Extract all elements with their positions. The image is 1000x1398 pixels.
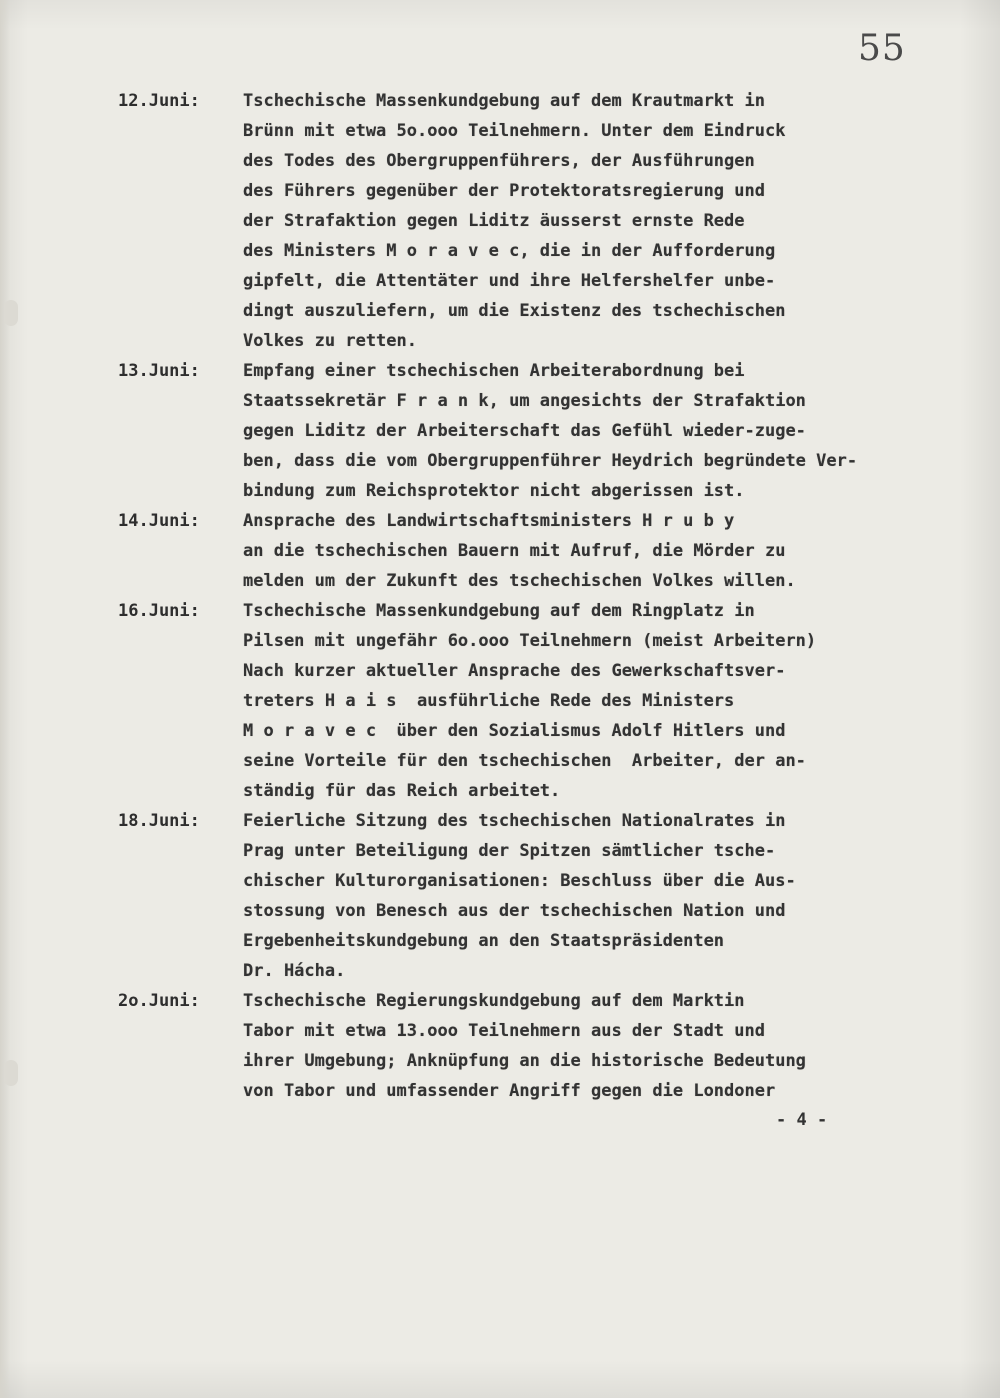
entry-text — [243, 506, 1000, 596]
text-line: Tschechische Massenkundgebung auf dem Krautmarkt in — [243, 91, 765, 111]
text-line: Pilsen mit ungefähr 6o.ooo Teilnehmern (meist Arbeitern) — [243, 631, 817, 651]
text-line: gegen Liditz der Arbeiterschaft das Gefühl wieder-zuge- — [243, 421, 806, 441]
entry-date: 2o.Juni: — [118, 991, 200, 1011]
entry-date: 13.Juni: — [118, 361, 200, 381]
folio-number: 55 — [858, 28, 906, 69]
entry-date: 18.Juni: — [118, 811, 200, 831]
text-line: Tabor mit etwa 13.ooo Teilnehmern aus der Stadt und — [243, 1021, 765, 1041]
text-line: Empfang einer tschechischen Arbeiterabordnung bei — [243, 361, 745, 381]
text-line: Feierliche Sitzung des tschechischen Nationalrates in — [243, 811, 786, 831]
entry-text — [243, 986, 1000, 1106]
text-line: des Todes des Obergruppenführers, der Ausführungen — [243, 151, 755, 171]
text-line: dingt auszuliefern, um die Existenz des tschechischen — [243, 301, 786, 321]
text-line: Ansprache des Landwirtschaftsministers H r u b y — [243, 511, 735, 531]
text-line: seine Vorteile für den tschechischen Arbeiter, der an- — [243, 751, 806, 771]
text-line: an die tschechischen Bauern mit Aufruf, die Mörder zu — [243, 541, 786, 561]
text-line: Staatssekretär F r a n k, um angesichts der Strafaktion — [243, 391, 806, 411]
text-line: gipfelt, die Attentäter und ihre Helfershelfer unbe- — [243, 271, 776, 291]
entry-18-juni — [0, 806, 1000, 986]
chronology-entries — [0, 86, 1000, 1106]
entry-14-juni — [0, 506, 1000, 596]
entry-date: 16.Juni: — [118, 601, 200, 621]
entry-date: 12.Juni: — [118, 91, 200, 111]
page-number: - 4 - — [776, 1110, 828, 1130]
entry-12-juni — [0, 86, 1000, 356]
text-line: treters H a i s ausführliche Rede des Ministers — [243, 691, 735, 711]
text-line: des Führers gegenüber der Protektoratsregierung und — [243, 181, 765, 201]
entry-text — [243, 356, 1000, 506]
text-line: Dr. Hácha. — [243, 961, 346, 981]
text-line: bindung zum Reichsprotektor nicht abgerissen ist. — [243, 481, 745, 501]
text-line: Nach kurzer aktueller Ansprache des Gewerkschaftsver- — [243, 661, 786, 681]
text-line: der Strafaktion gegen Liditz äusserst ernste Rede — [243, 211, 745, 231]
text-line: von Tabor und umfassender Angriff gegen die Londoner — [243, 1081, 776, 1101]
text-line: des Ministers M o r a v e c, die in der Aufforderung — [243, 241, 776, 261]
text-line: ständig für das Reich arbeitet. — [243, 781, 561, 801]
text-line: chischer Kulturorganisationen: Beschluss über die Aus- — [243, 871, 796, 891]
entry-text — [243, 806, 1000, 986]
text-line: Brünn mit etwa 5o.ooo Teilnehmern. Unter dem Eindruck — [243, 121, 786, 141]
text-line: Prag unter Beteiligung der Spitzen sämtlicher tsche- — [243, 841, 776, 861]
entry-text — [243, 86, 1000, 356]
text-line: M o r a v e c über den Sozialismus Adolf Hitlers und — [243, 721, 786, 741]
text-line: melden um der Zukunft des tschechischen Volkes willen. — [243, 571, 796, 591]
text-line: ben, dass die vom Obergruppenführer Heydrich begründete Ver- — [243, 451, 858, 471]
text-line: Tschechische Massenkundgebung auf dem Ringplatz in — [243, 601, 755, 621]
entry-text — [243, 596, 1000, 806]
entry-date: 14.Juni: — [118, 511, 200, 531]
entry-20-juni — [0, 986, 1000, 1106]
text-line: Ergebenheitskundgebung an den Staatspräsidenten — [243, 931, 725, 951]
text-line: stossung von Benesch aus der tschechischen Nation und — [243, 901, 786, 921]
text-line: ihrer Umgebung; Anknüpfung an die historische Bedeutung — [243, 1051, 806, 1071]
text-line: Volkes zu retten. — [243, 331, 417, 351]
entry-13-juni — [0, 356, 1000, 506]
entry-16-juni — [0, 596, 1000, 806]
text-line: Tschechische Regierungskundgebung auf dem Marktin — [243, 991, 745, 1011]
